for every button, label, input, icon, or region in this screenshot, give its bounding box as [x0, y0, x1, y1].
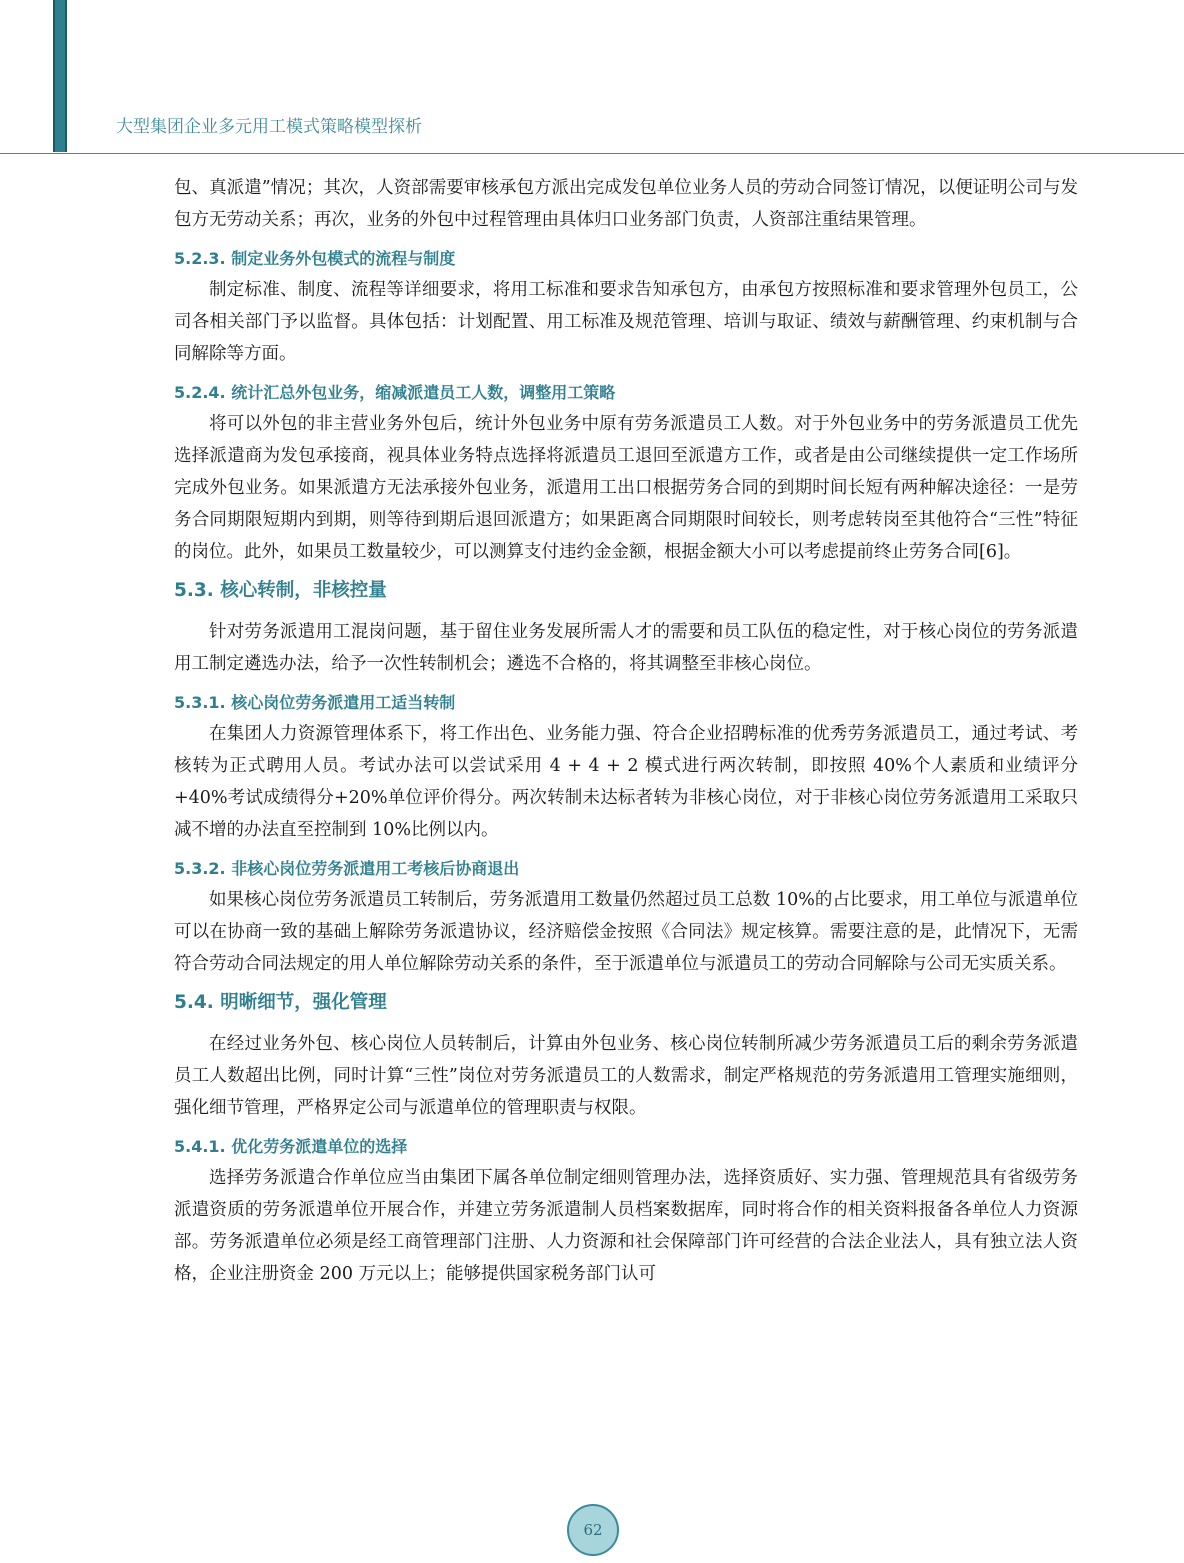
- header-accent-bar: [53, 0, 67, 152]
- header-rule: [0, 153, 1184, 154]
- subsection-heading: 5.2.3. 制定业务外包模式的流程与制度: [174, 249, 456, 268]
- body-paragraph: 在经过业务外包、核心岗位人员转制后，计算由外包业务、核心岗位转制所减少劳务派遣员工后的剩余劳务派遣员工人数超出比例，同时计算“三性”岗位对劳务派遣员工的人数需求，制定严格规范的劳务派遣用工管理实施细则，强化细节管理，严格界定公司与派遣单位的管理职责与权限。: [174, 1034, 1078, 1118]
- section-heading: 5.3. 核心转制，非核控量: [174, 580, 387, 601]
- body-paragraph: 包、真派遣”情况；其次，人资部需要审核承包方派出完成发包单位业务人员的劳动合同签订情况，以便证明公司与发包方无劳动关系；再次，业务的外包中过程管理由具体归口业务部门负责，人资部注重结果管理。: [174, 178, 1078, 230]
- body-paragraph: 制定标准、制度、流程等详细要求，将用工标准和要求告知承包方，由承包方按照标准和要求管理外包员工，公司各相关部门予以监督。具体包括：计划配置、用工标准及规范管理、培训与取证、绩效与薪酬管理、约束机制与合同解除等方面。: [174, 280, 1078, 364]
- body-paragraph: 在集团人力资源管理体系下，将工作出色、业务能力强、符合企业招聘标准的优秀劳务派遣员工，通过考试、考核转为正式聘用人员。考试办法可以尝试采用 4 + 4 + 2 模式进行两次转制，即按照 40%个人素质和业绩评分+40%考试成绩得分+20%单位评价得分。两次转制未达标者转为非核心岗位，对于非核心岗位劳务派遣用工采取只减不增的办法直至控制到 10%比例以内。: [174, 724, 1078, 840]
- page-number: 62: [567, 1504, 619, 1556]
- page-body: [174, 172, 1078, 1296]
- body-paragraph: 针对劳务派遣用工混岗问题，基于留住业务发展所需人才的需要和员工队伍的稳定性，对于核心岗位的劳务派遣用工制定遴选办法，给予一次性转制机会；遴选不合格的，将其调整至非核心岗位。: [174, 622, 1078, 674]
- body-paragraph: 如果核心岗位劳务派遣员工转制后，劳务派遣用工数量仍然超过员工总数 10%的占比要求，用工单位与派遣单位可以在协商一致的基础上解除劳务派遣协议，经济赔偿金按照《合同法》规定核算。需要注意的是，此情况下，无需符合劳动合同法规定的用人单位解除劳动关系的条件，至于派遣单位与派遣员工的劳动合同解除与公司无实质关系。: [174, 890, 1078, 974]
- running-title: 大型集团企业多元用工模式策略模型探析: [116, 117, 422, 137]
- body-paragraph: 选择劳务派遣合作单位应当由集团下属各单位制定细则管理办法，选择资质好、实力强、管理规范具有省级劳务派遣资质的劳务派遣单位开展合作，并建立劳务派遣制人员档案数据库，同时将合作的相关资料报备各单位人力资源部。劳务派遣单位必须是经工商管理部门注册、人力资源和社会保障部门许可经营的合法企业法人，具有独立法人资格，企业注册资金 200 万元以上；能够提供国家税务部门认可: [174, 1168, 1078, 1284]
- subsection-heading: 5.2.4. 统计汇总外包业务，缩减派遣员工人数，调整用工策略: [174, 383, 616, 402]
- body-paragraph: 将可以外包的非主营业务外包后，统计外包业务中原有劳务派遣员工人数。对于外包业务中的劳务派遣员工优先选择派遣商为发包承接商，视具体业务特点选择将派遣员工退回至派遣方工作，或者是由公司继续提供一定工作场所完成外包业务。如果派遣方无法承接外包业务，派遣用工出口根据劳务合同的到期时间长短有两种解决途径：一是劳务合同期限短期内到期，则等待到期后退回派遣方；如果距离合同期限时间较长，则考虑转岗至其他符合“三性”特征的岗位。此外，如果员工数量较少，可以测算支付违约金金额，根据金额大小可以考虑提前终止劳务合同[6]。: [174, 414, 1078, 562]
- section-heading: 5.4. 明晰细节，强化管理: [174, 992, 387, 1013]
- subsection-heading: 5.3.1. 核心岗位劳务派遣用工适当转制: [174, 693, 456, 712]
- subsection-heading: 5.4.1. 优化劳务派遣单位的选择: [174, 1137, 408, 1156]
- subsection-heading: 5.3.2. 非核心岗位劳务派遣用工考核后协商退出: [174, 859, 520, 878]
